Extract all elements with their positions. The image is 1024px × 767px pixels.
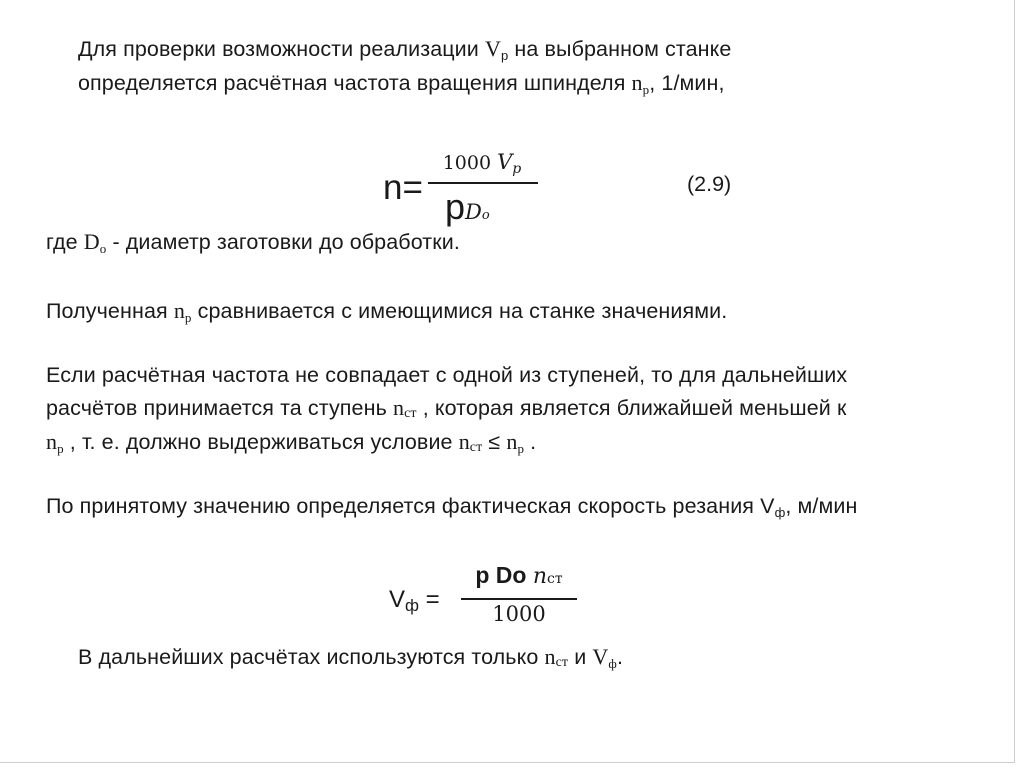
- step-line-3: [46, 426, 536, 465]
- subscript: ст: [547, 571, 563, 587]
- text: где: [46, 230, 84, 254]
- subscript: p: [184, 310, 192, 325]
- formula-numerator: [461, 562, 577, 589]
- formula-numerator: [427, 150, 537, 177]
- text: , т. е. должно выдерживаться условие: [63, 430, 459, 454]
- subscript: ст: [555, 655, 569, 670]
- symbol-n: n: [458, 429, 470, 454]
- step-line-1: [46, 359, 847, 391]
- subscript: ст: [469, 440, 483, 455]
- symbol-d: D: [83, 229, 100, 254]
- text: Полученная: [46, 299, 174, 323]
- less-equal: ≤: [482, 430, 507, 454]
- denominator-d: D: [465, 200, 482, 224]
- text: .: [524, 430, 537, 454]
- text: , м/мин: [785, 494, 858, 518]
- subscript: ф: [405, 596, 420, 615]
- numerator-bold: p Do: [475, 562, 527, 588]
- text: расчётов принимается та ступень: [46, 396, 393, 420]
- text: определяется расчётная частота вращения шпинделя: [78, 71, 632, 95]
- text: - диаметр заготовки до обработки.: [106, 230, 460, 254]
- symbol-n: n: [532, 564, 548, 589]
- subscript: p: [500, 48, 509, 63]
- denominator-subscript: o: [481, 208, 490, 223]
- formula-lhs: n=: [383, 168, 423, 207]
- subscript: p: [642, 82, 650, 97]
- symbol-n: n: [631, 70, 643, 95]
- symbol-v: V: [389, 586, 406, 613]
- text: В дальнейших расчётах используются только: [78, 645, 545, 669]
- numerator-constant: 1000: [442, 152, 498, 174]
- symbol-n: n: [392, 395, 405, 420]
- equals: =: [419, 586, 440, 613]
- formula-lhs: [389, 586, 440, 616]
- step-line-2: [46, 392, 847, 430]
- text: , которая является ближайшей меньшей к: [416, 396, 847, 420]
- formula-denominator: 1000: [492, 602, 546, 626]
- numerator-v: V: [497, 150, 513, 174]
- text: .: [616, 645, 624, 669]
- comparison-line: [46, 295, 727, 334]
- actual-speed-line: [46, 490, 857, 529]
- text: на выбранном станке: [508, 37, 732, 61]
- fraction-bar: [428, 182, 538, 184]
- conclusion-line: [78, 641, 623, 680]
- where-line: [46, 226, 460, 265]
- text: и: [568, 645, 593, 669]
- symbol-n: n: [506, 429, 518, 454]
- symbol-n: n: [173, 298, 185, 323]
- intro-line-2: [78, 67, 725, 106]
- subscript: ф: [608, 656, 617, 671]
- symbol-n: n: [544, 644, 556, 669]
- symbol-n: n: [46, 429, 58, 454]
- symbol-v: V: [592, 644, 609, 669]
- text: Для проверки возможности реализации: [78, 37, 485, 61]
- denominator-p: p: [445, 186, 466, 227]
- subscript: p: [517, 441, 525, 456]
- fraction-bar: [461, 598, 577, 600]
- formula-denominator: [445, 186, 490, 228]
- text: , 1/мин,: [649, 71, 725, 95]
- symbol-v: V: [484, 36, 501, 61]
- text: По принятому значению определяется фактическая скорость резания V: [46, 494, 775, 518]
- subscript: o: [99, 241, 107, 256]
- numerator-subscript: p: [512, 161, 522, 177]
- equation-number: (2.9): [687, 172, 732, 196]
- subscript: p: [57, 441, 64, 456]
- text: Если расчётная частота не совпадает с одной из ступеней, то для дальнейших: [46, 363, 848, 387]
- subscript: ст: [404, 406, 417, 421]
- text: сравнивается с имеющимися на станке значениями.: [191, 299, 728, 323]
- subscript: ф: [774, 505, 786, 520]
